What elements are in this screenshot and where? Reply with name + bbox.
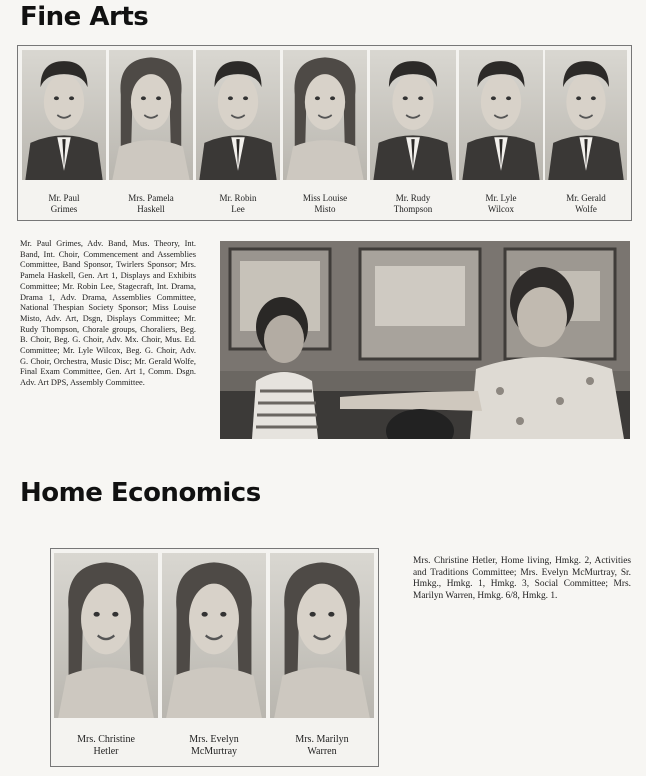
faculty-name-line2: Grimes <box>50 204 78 214</box>
faculty-name-caption <box>162 734 266 758</box>
faculty-name-caption <box>283 193 367 215</box>
faculty-name-line1: Mr. Lyle <box>485 193 517 203</box>
fine-arts-heading: Fine Arts <box>20 2 149 32</box>
faculty-name-line2: Thompson <box>393 204 433 214</box>
faculty-name-line1: Mr. Gerald <box>566 193 606 203</box>
faculty-portrait <box>162 553 266 718</box>
faculty-name-line1: Mrs. Pamela <box>128 193 174 203</box>
home-economics-heading: Home Economics <box>20 478 261 508</box>
home-economics-description: Mrs. Christine Hetler, Home living, Hmkg. 2, Activities and Traditions Committee; Mrs. Evelyn McMurtray, Sr. Hmkg., Hmkg. 1, Hmkg. 3, Social Committee; Mrs. Marilyn Warren, Hmkg. 6/8, Hmkg. 1. <box>413 556 631 601</box>
faculty-name-line2: McMurtray <box>190 746 238 757</box>
faculty-name-line2: Haskell <box>137 204 165 214</box>
faculty-portrait <box>22 50 106 180</box>
faculty-name-line1: Mrs. Evelyn <box>189 734 239 745</box>
faculty-name-line1: Mrs. Marilyn <box>295 734 349 745</box>
faculty-name-line2: Wolfe <box>575 204 597 214</box>
faculty-name-caption <box>459 193 543 215</box>
faculty-name-line1: Mr. Robin <box>219 193 257 203</box>
faculty-name-line2: Lee <box>231 204 245 214</box>
faculty-name-caption <box>22 193 106 215</box>
faculty-name-line2: Hetler <box>93 746 119 757</box>
faculty-name-caption <box>54 734 158 758</box>
faculty-name-line1: Mr. Paul <box>48 193 80 203</box>
faculty-portrait <box>196 50 280 180</box>
faculty-name-caption <box>196 193 280 215</box>
faculty-name-caption <box>270 734 374 758</box>
faculty-portrait <box>270 553 374 718</box>
faculty-name-caption <box>370 193 456 215</box>
faculty-name-line2: Wilcox <box>487 204 515 214</box>
faculty-portrait <box>109 50 193 180</box>
faculty-name-line2: Misto <box>314 204 336 214</box>
faculty-portrait <box>545 50 627 180</box>
faculty-portrait <box>283 50 367 180</box>
faculty-name-line1: Miss Louise <box>302 193 348 203</box>
fine-arts-description: Mr. Paul Grimes, Adv. Band, Mus. Theory, Int. Band, Int. Choir, Commencement and Assemblies Committee, Band Sponsor, Twirlers Sponsor; Mrs. Pamela Haskell, Gen. Art 1, Displays and Exhibits Committee; Mr. Robin Lee, Stagecraft, Int. Drama, Drama 1, Adv. Drama, Assemblies Committee, National Thespian Society Sponsor; Miss Louise Misto, Adv. Art, Dsgn, Displays Committee; Mr. Rudy Thompson, Chorale groups, Choraliers, Beg. B. Choir, Beg. G. Choir, Adv. Mx. Choir, Mus. Ed. Committee; Mr. Lyle Wilcox, Beg. G. Choir, Adv. G. Choir, Orchestra, Music Disc; Mr. Gerald Wolfe, Final Exam Committee, Gen. Art 1, Comm. Dsgn. Adv. Art DPS, Assembly Committee. <box>20 239 196 388</box>
faculty-portrait <box>370 50 456 180</box>
faculty-name-line1: Mr. Rudy <box>395 193 431 203</box>
faculty-name-line2: Warren <box>307 746 337 757</box>
faculty-name-caption <box>545 193 627 215</box>
faculty-name-caption <box>109 193 193 215</box>
faculty-portrait <box>459 50 543 180</box>
classroom-photo <box>220 241 630 439</box>
faculty-portrait <box>54 553 158 718</box>
faculty-name-line1: Mrs. Christine <box>77 734 135 745</box>
